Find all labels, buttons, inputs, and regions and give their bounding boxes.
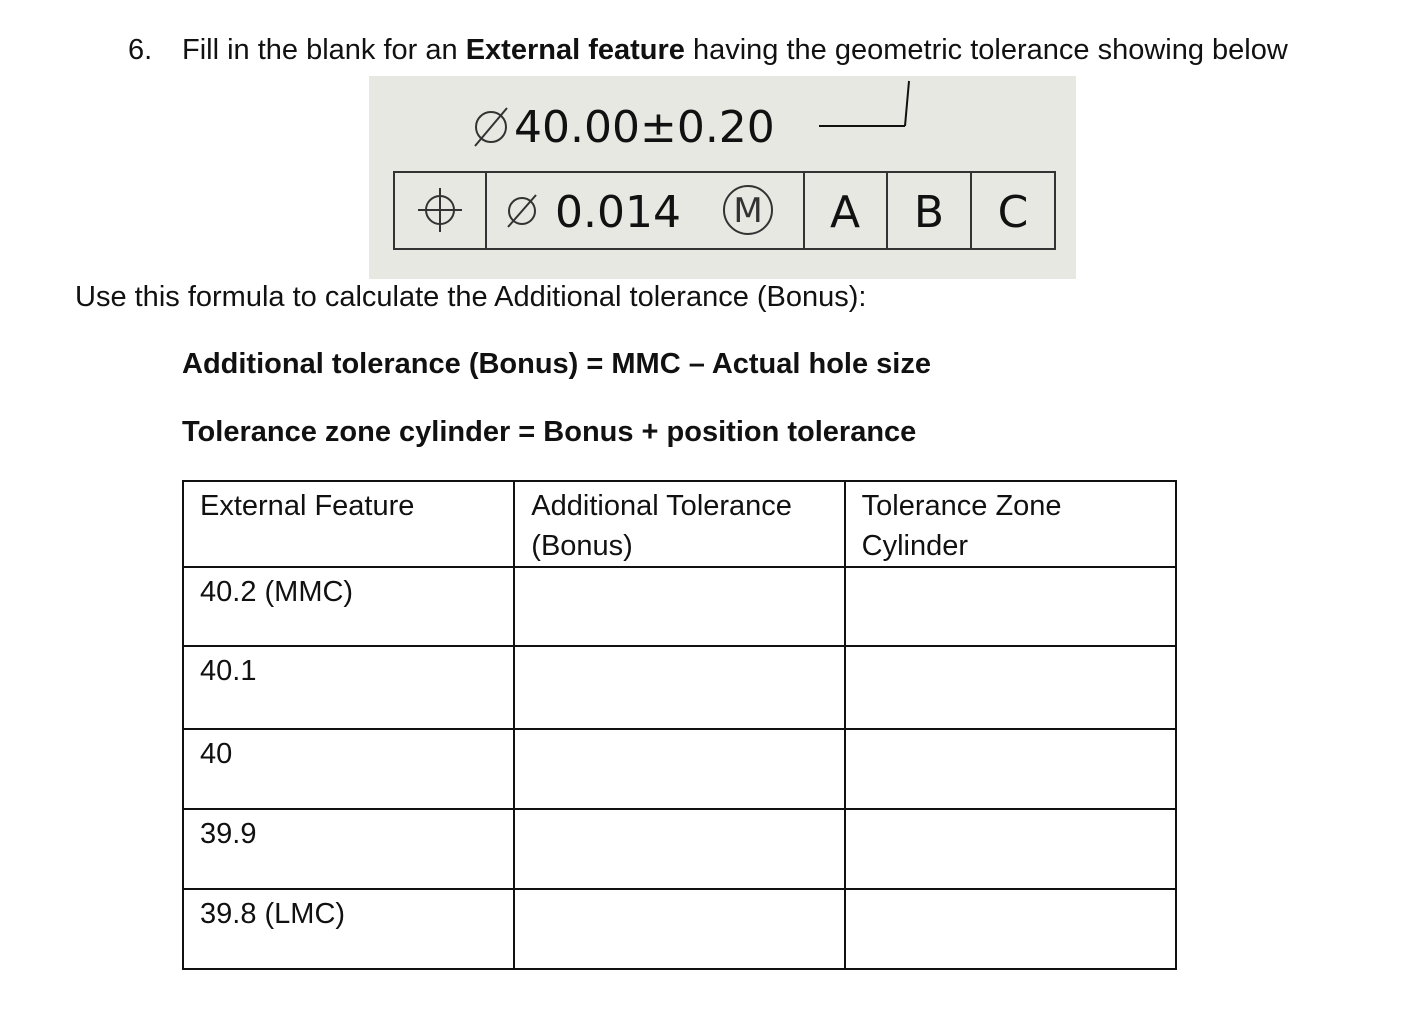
feature-size-cell: 40 (183, 729, 514, 809)
header-external-feature: External Feature (183, 481, 514, 567)
position-tolerance-text: 0.014 (555, 187, 681, 238)
table-row (183, 729, 1176, 809)
bonus-formula: Additional tolerance (Bonus) = MMC – Actual hole size (182, 348, 931, 380)
zone-answer-cell[interactable] (845, 729, 1176, 809)
mmc-modifier-icon (724, 186, 772, 234)
table-row (183, 646, 1176, 729)
position-symbol-icon (418, 188, 462, 232)
header-additional-tolerance: Additional Tolerance (Bonus) (514, 481, 844, 567)
header-tolerance-zone: Tolerance Zone Cylinder (845, 481, 1176, 567)
question-text-before: Fill in the blank for an (182, 34, 466, 66)
question-number: 6. (128, 34, 153, 66)
gdt-callout-drawing (369, 76, 1076, 279)
bonus-answer-cell[interactable] (514, 809, 844, 889)
leader-line (819, 81, 909, 126)
formula-intro: Use this formula to calculate the Additional tolerance (Bonus): (75, 281, 867, 313)
mmc-modifier-letter: M (733, 191, 763, 231)
datum-c: C (997, 187, 1029, 238)
table-header-row (183, 481, 1176, 567)
feature-size-cell: 39.8 (LMC) (183, 889, 514, 969)
feature-size-cell: 39.9 (183, 809, 514, 889)
question-text-after: having the geometric tolerance showing below (684, 34, 1288, 66)
zone-answer-cell[interactable] (845, 889, 1176, 969)
zone-answer-cell[interactable] (845, 809, 1176, 889)
feature-size-cell: 40.1 (183, 646, 514, 729)
bonus-answer-cell[interactable] (514, 646, 844, 729)
bonus-answer-cell[interactable] (514, 567, 844, 646)
zone-answer-cell[interactable] (845, 646, 1176, 729)
table-row (183, 809, 1176, 889)
diameter-symbol-icon (475, 108, 507, 146)
zone-formula: Tolerance zone cylinder = Bonus + position tolerance (182, 416, 917, 448)
question-line (128, 34, 1288, 67)
zone-answer-cell[interactable] (845, 567, 1176, 646)
gdt-callout-image (369, 76, 1076, 279)
tolerance-diameter-symbol-icon (508, 195, 536, 227)
datum-a: A (829, 187, 861, 238)
bonus-answer-cell[interactable] (514, 729, 844, 809)
bonus-answer-cell[interactable] (514, 889, 844, 969)
feature-size-cell: 40.2 (MMC) (183, 567, 514, 646)
table-row (183, 567, 1176, 646)
table-row (183, 889, 1176, 969)
size-dimension-text: 40.00±0.20 (514, 102, 775, 153)
question-text-bold: External feature (465, 34, 685, 66)
tolerance-table (182, 480, 1177, 970)
datum-b: B (913, 187, 945, 238)
